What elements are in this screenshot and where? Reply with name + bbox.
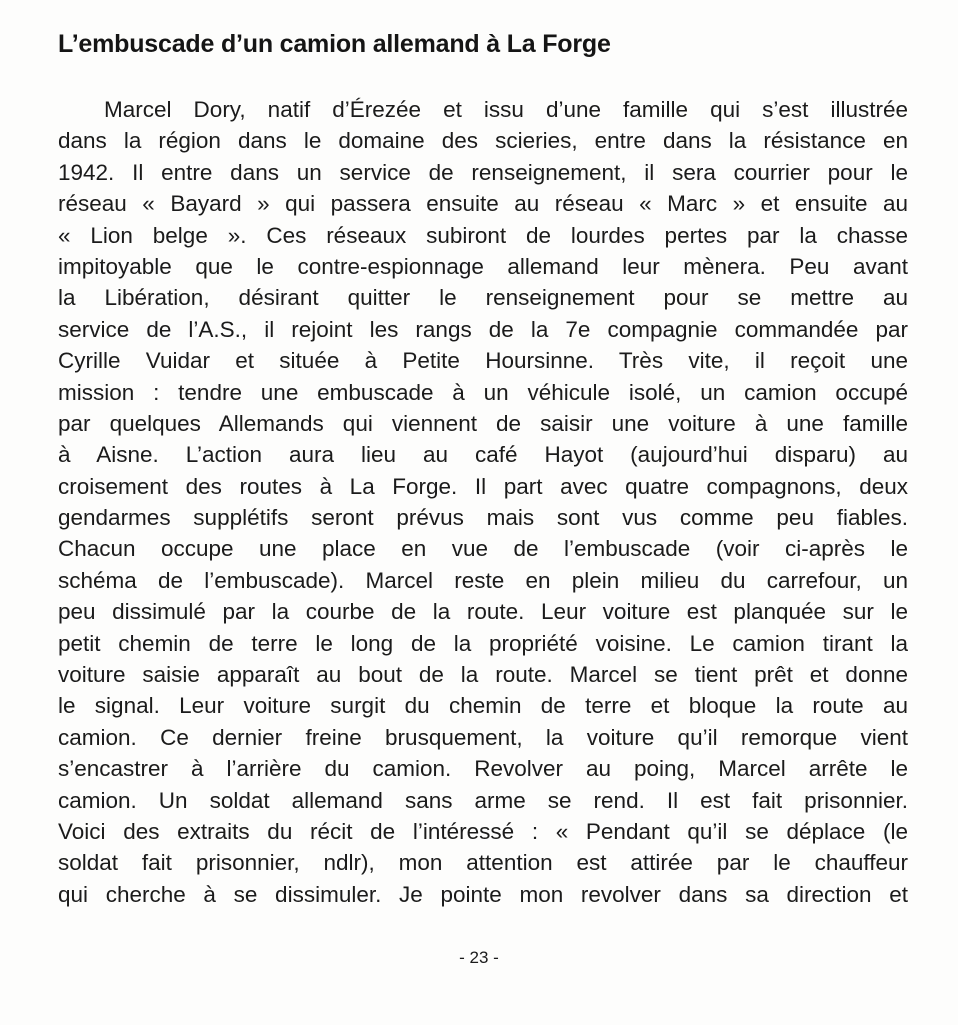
text-line: schéma de l’embuscade). Marcel reste en plein milieu du carrefour, un (58, 567, 908, 593)
text-line: mission : tendre une embuscade à un véhicule isolé, un camion occupé (58, 379, 908, 405)
text-line: impitoyable que le contre-espionnage allemand leur mènera. Peu avant (58, 253, 908, 279)
text-line: 1942. Il entre dans un service de renseignement, il sera courrier pour le (58, 159, 908, 185)
page-number: - 23 - (459, 948, 499, 967)
text-line: à Aisne. L’action aura lieu au café Hayot (aujourd’hui disparu) au (58, 442, 908, 468)
text-line: petit chemin de terre le long de la propriété voisine. Le camion tirant la (58, 630, 908, 656)
page-title: L’embuscade d’un camion allemand à La Forge (58, 30, 611, 58)
text-line: service de l’A.S., il rejoint les rangs de la 7e compagnie commandée par (58, 316, 908, 342)
text-line: par quelques Allemands qui viennent de saisir une voiture à une famille (58, 410, 908, 436)
text-line: dans la région dans le domaine des scieries, entre dans la résistance en (58, 128, 908, 154)
text-line: s’encastrer à l’arrière du camion. Revolver au poing, Marcel arrête le (58, 756, 908, 782)
text-line: soldat fait prisonnier, ndlr), mon attention est attirée par le chauffeur (58, 850, 908, 876)
text-line: Chacun occupe une place en vue de l’embuscade (voir ci-après le (58, 536, 908, 562)
text-line: qui cherche à se dissimuler. Je pointe mon revolver dans sa direction et (58, 881, 908, 907)
text-line: réseau « Bayard » qui passera ensuite au réseau « Marc » et ensuite au (58, 191, 908, 217)
text-line: peu dissimulé par la courbe de la route. Leur voiture est planquée sur le (58, 599, 908, 625)
text-line: le signal. Leur voiture surgit du chemin de terre et bloque la route au (58, 693, 908, 719)
text-line: gendarmes supplétifs seront prévus mais sont vus comme peu fiables. (58, 505, 908, 531)
text-line: Cyrille Vuidar et située à Petite Hoursinne. Très vite, il reçoit une (58, 348, 908, 374)
text-line: voiture saisie apparaît au bout de la route. Marcel se tient prêt et donne (58, 662, 908, 688)
text-line: Voici des extraits du récit de l’intéressé : « Pendant qu’il se déplace (le (58, 818, 908, 844)
text-line: « Lion belge ». Ces réseaux subiront de lourdes pertes par la chasse (58, 222, 908, 248)
text-line: Marcel Dory, natif d’Érezée et issu d’une famille qui s’est illustrée (104, 97, 908, 122)
body-paragraph (58, 94, 908, 910)
text-line: la Libération, désirant quitter le renseignement pour se mettre au (58, 285, 908, 311)
text-line: camion. Un soldat allemand sans arme se rend. Il est fait prisonnier. (58, 787, 908, 813)
text-line: croisement des routes à La Forge. Il part avec quatre compagnons, deux (58, 473, 908, 499)
text-line: camion. Ce dernier freine brusquement, la voiture qu’il remorque vient (58, 724, 908, 750)
